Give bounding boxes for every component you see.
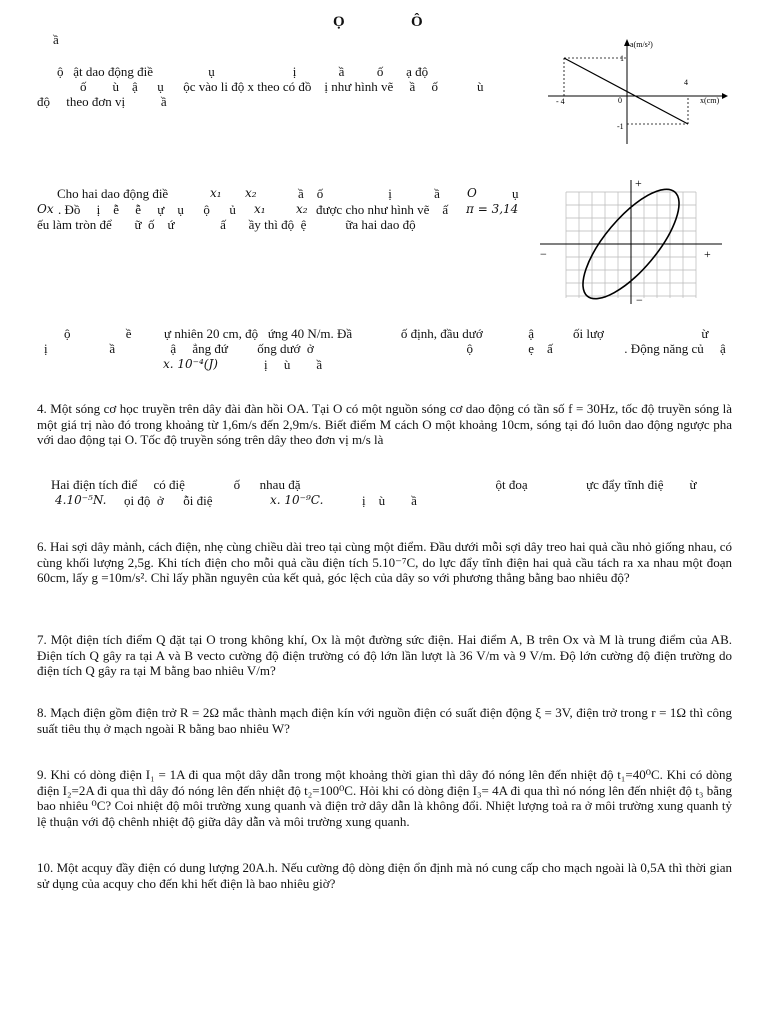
q1-y-label: a(m/s²) (630, 40, 653, 49)
question-10: 10. Một acquy đầy điện có dung lượng 20A.h. Nếu cường độ dòng điện ổn định mà nó cung cấp cho mạch ngoài là 0,5A thì thời gian sử dụng của acquy cho đến khi hết điện là bao nhiêu giờ? (37, 860, 732, 891)
q2-minus-bottom: − (636, 293, 643, 304)
title-char-a: Ọ (333, 14, 345, 30)
q2-line-1-O: O (467, 186, 477, 200)
q3-line-3-math: x. 10⁻⁴(J) (163, 357, 218, 371)
q1-x-arrow-icon (722, 93, 728, 99)
q2-line-1-x2: x₂ (245, 186, 257, 200)
q1-tick-x-neg: - 4 (556, 97, 565, 106)
question-7: 7. Một điện tích điểm Q đặt tại O trong không khí, Ox là một đường sức điện. Hai điểm A, B trên Ox và M là trung điểm của AB. Điện tích Q gây ra tại A và B vecto cường độ điện trường có độ lớn lần lượt là 36 V/m và 9 V/m. Độ lớn cường độ điện trường do điện tích Q gây ra tại M bằng bao nhiêu V/m? (37, 632, 732, 679)
header-sub: ầ (53, 32, 59, 47)
q2-minus-left: − (540, 247, 547, 261)
q2-line-2-pi: π = 3,14 (466, 202, 519, 216)
q2-line-2-x1: x₁ (254, 202, 266, 216)
title-char-b: Ô (411, 14, 423, 30)
q5-line-2-math1: 4.10⁻⁵N. (55, 493, 107, 507)
q1-graph-line (564, 58, 688, 124)
q3-line-2: ị ầ ậ ẳng đứ ống dướ ở ộ ẹ ấ . Động năng củ ậ (44, 341, 726, 356)
q1-origin-label: 0 (618, 96, 622, 105)
q3-line-3-rest: ị ù ầ (264, 357, 323, 372)
q1-line-3: độ theo đơn vị ầ (37, 94, 167, 109)
q1-tick-y-pos: 1 (620, 54, 624, 63)
q1-acceleration-graph (540, 36, 730, 148)
q1-tick-x-pos: 4 (684, 78, 688, 87)
question-9: 9. Khi có dòng điện I₁ = 1A đi qua một dây dẫn trong một khoảng thời gian thì dây đó nóng lên đến nhiệt độ t₁=40⁰C. Khi có dòng điện I₂=2A đi qua thì dây đó nóng lên đến nhiệt độ t₂=100⁰C. Hỏi khi có dòng điện I₃= 4A đi qua thì nó nóng lên đến nhiệt độ t₃ bằng bao nhiêu ⁰C? Coi nhiệt độ môi trường xung quanh và điện trở dây dẫn là không đổi. Nhiệt lượng toả ra ở môi trường xung quanh tỷ lệ thuận với độ chênh nhiệt độ giữa dây dẫn và môi trường xung quanh. (37, 767, 732, 829)
q2-line-3: ếu làm tròn để ữ ố ứ ấ ầy thì độ ệ ữa hai dao độ (37, 217, 416, 232)
q5-line-2-text: ọi độ ở ỗi điệ (124, 493, 213, 508)
q5-line-1: Hai điện tích điể có điệ ố nhau đặ ột đoạ ực đẩy tĩnh điệ ừ (51, 477, 697, 492)
q1-x-label: x(cm) (700, 96, 720, 105)
q5-line-2-math2: x. 10⁻⁹C. (270, 493, 324, 507)
q3-line-1: ộ ề ự nhiên 20 cm, độ ứng 40 N/m. Đầ ố định, đầu dướ ậ ối lượ ừ (64, 326, 709, 341)
q1-line-2: ố ù ậ ụ ộc vào li độ x theo có đồ ị như hình vẽ ầ ố ù (80, 79, 484, 94)
q2-line-1-end: ụ (512, 186, 519, 201)
q5-line-2-rest: ị ù ầ (362, 493, 417, 508)
q1-tick-y-neg: -1 (617, 122, 624, 131)
q2-plus-right: + (704, 247, 711, 261)
q2-plus-top: + (635, 176, 642, 190)
question-4: 4. Một sóng cơ học truyền trên dây đài đàn hồi OA. Tại O có một nguồn sóng cơ dao động có tần số f = 30Hz, tốc độ truyền sóng là một giá trị nào đó trong khoảng từ 1,6m/s đến 2,9m/s. Biết điểm M cách O một khoảng 10cm, sóng tại đó luôn dao động ngược pha với dao động tại O. Tốc độ truyền sóng trên dây theo đơn vị m/s là (37, 401, 732, 448)
q2-line-2-x2: x₂ (296, 202, 308, 216)
q2-line-1-x1: x₁ (210, 186, 222, 200)
q2-line-1-pre: Cho hai dao động điề (57, 186, 169, 201)
q2-line-1-mid: ầ ố ị ầ (298, 186, 440, 201)
question-8: 8. Mạch điện gồm điện trở R = 2Ω mắc thành mạch điện kín với nguồn điện có suất điện động ξ = 3V, điện trở trong r = 1Ω thì công suất tiêu thụ ở mạch ngoài R bằng bao nhiêu W? (37, 705, 732, 736)
q2-ellipse-graph (536, 172, 726, 304)
q2-line-2-Ox: Ox (37, 202, 54, 216)
q2-line-2-text3: được cho như hình vẽ ấ (316, 202, 449, 217)
question-6: 6. Hai sợi dây mảnh, cách điện, nhẹ cùng chiều dài treo tại cùng một điểm. Đầu dưới mỗi sợi dây treo hai quả cầu nhỏ giống nhau, có cùng khối lượng 2,5g. Khi tích điện cho mỗi quả cầu điện tích 5.10⁻⁷C, do lực đẩy tĩnh điện hai quả cầu tách ra xa nhau một đoạn 60cm, lấy g =10m/s². Chỉ lấy phần nguyên của kết quả, góc lệch của dây so với phương thẳng bằng bao nhiêu độ? (37, 539, 732, 586)
q2-line-2-text: . Đồ ị ễ ễ ự ụ ộ ủ (58, 202, 236, 217)
q1-line-1: ộ ật dao động điề ụ ị ầ ố ạ độ (57, 64, 429, 79)
